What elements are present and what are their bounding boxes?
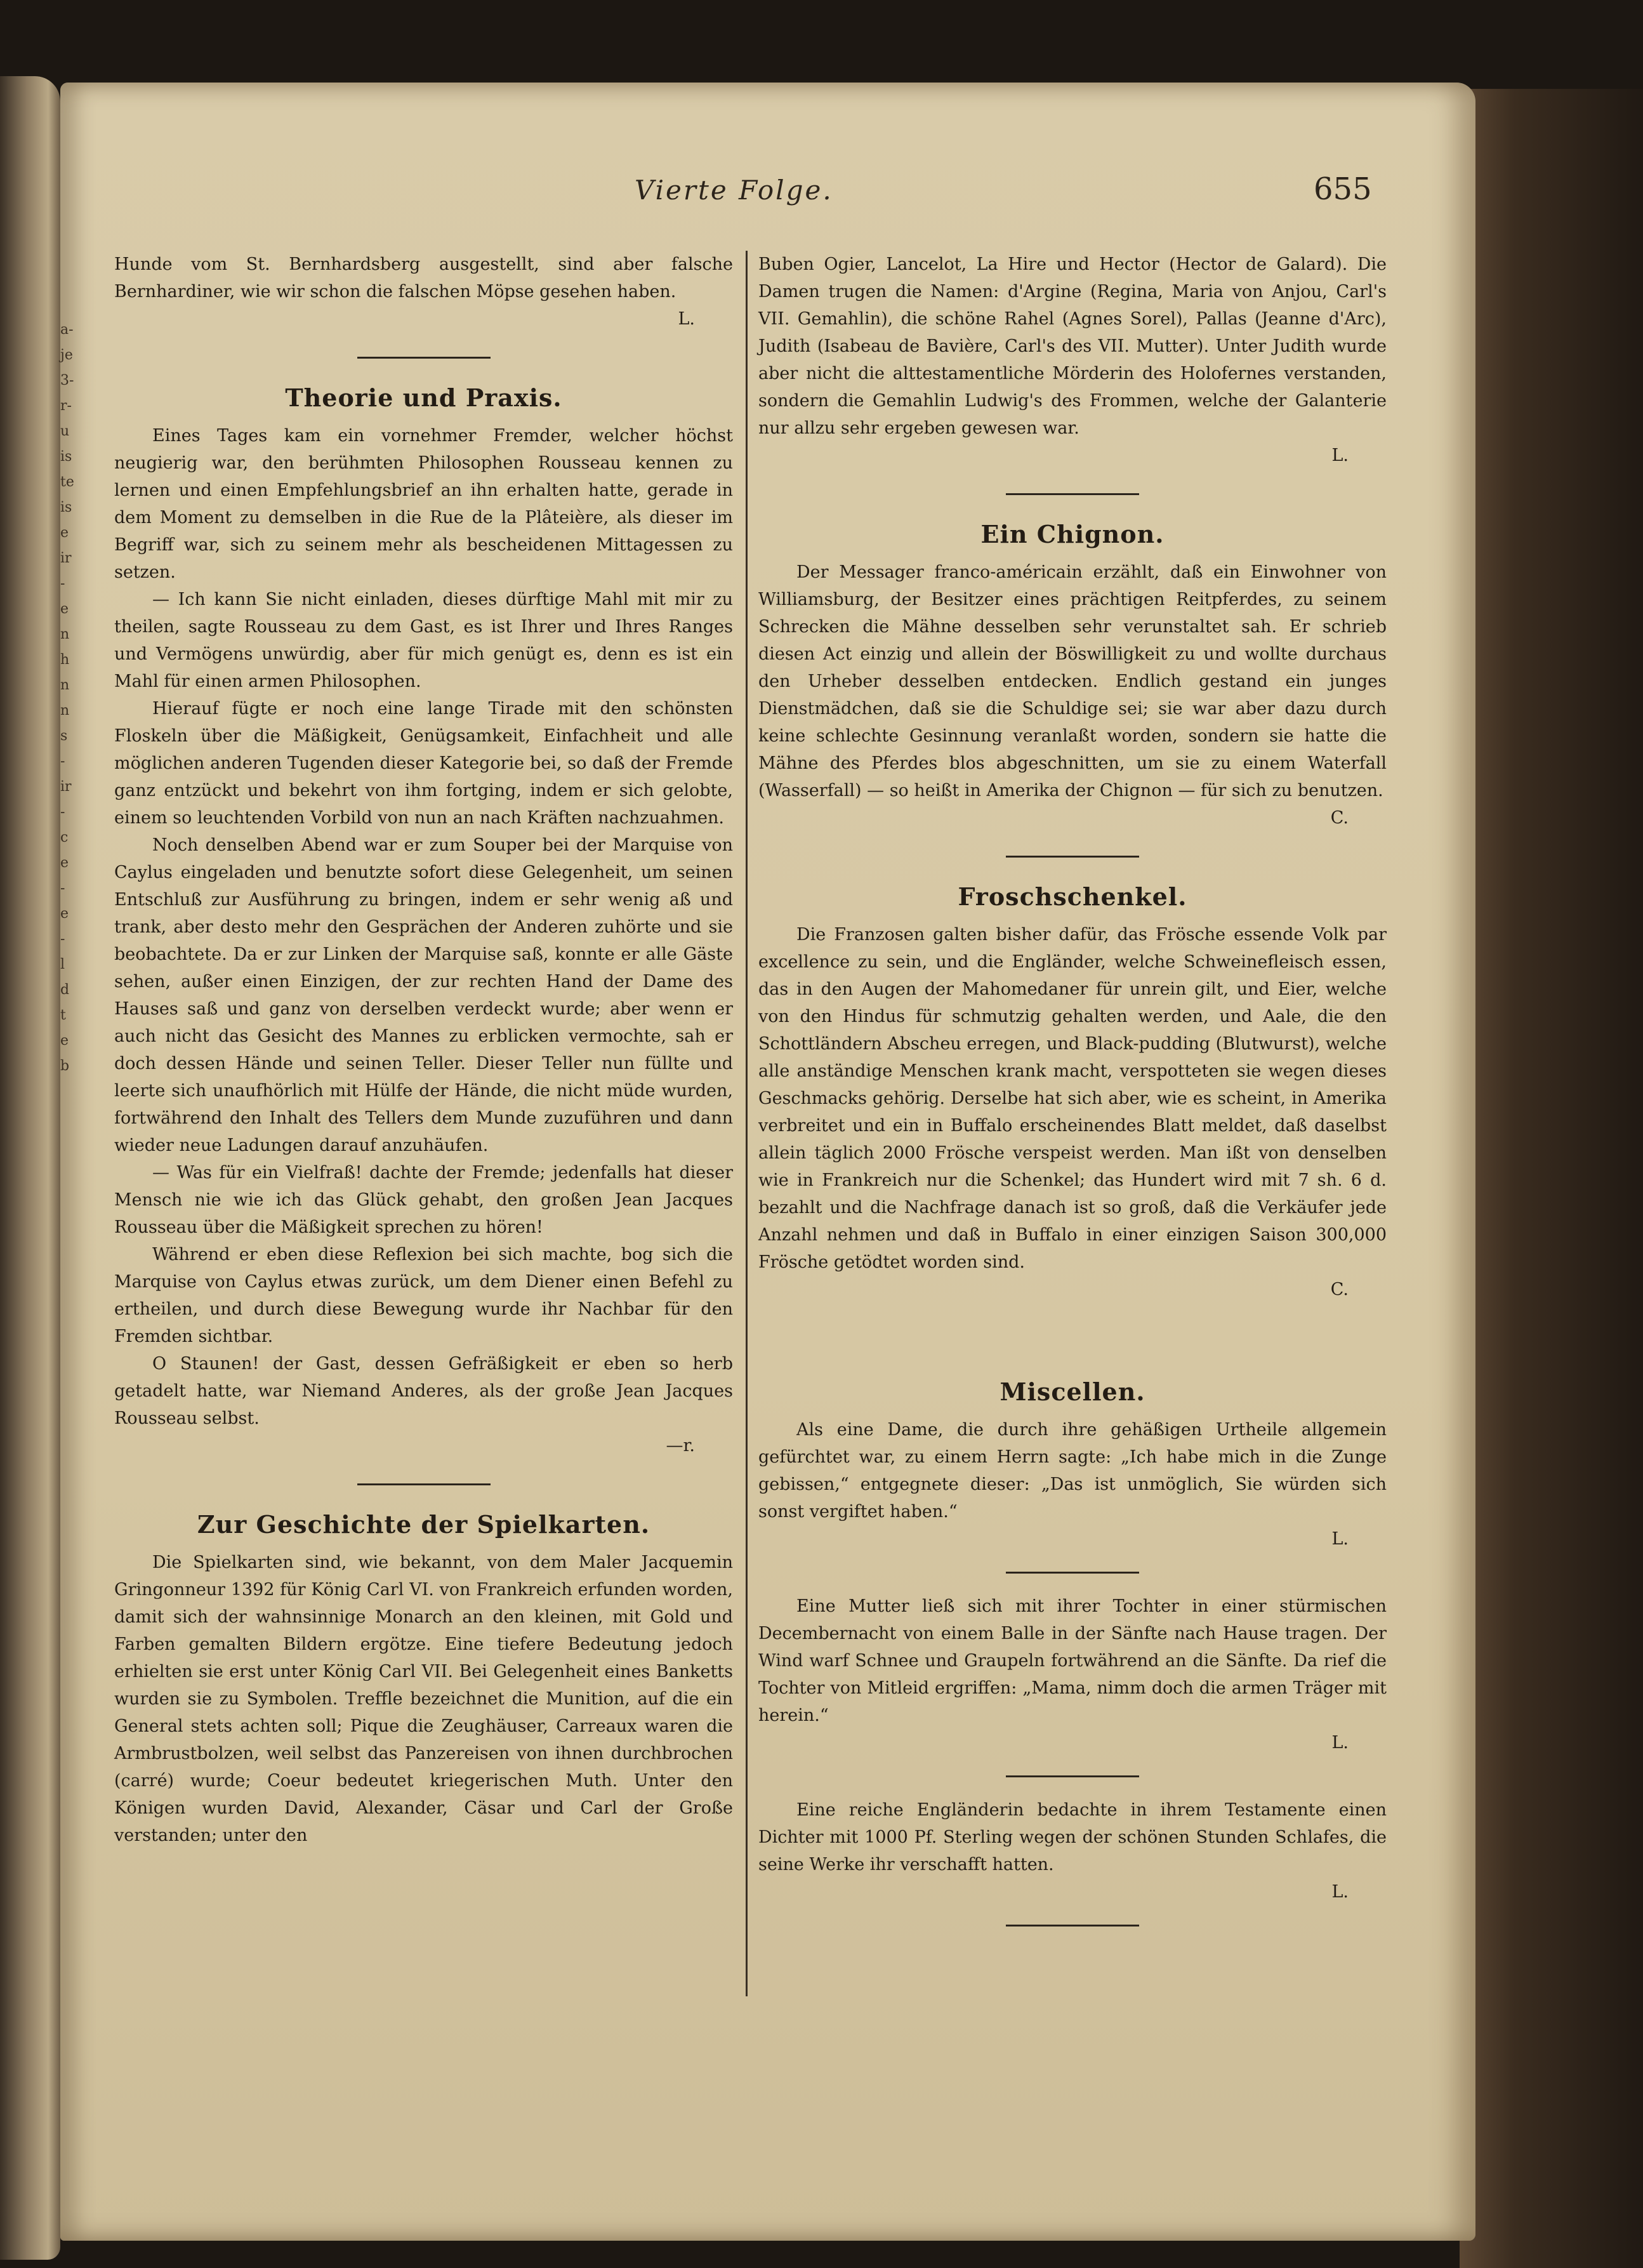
margin-fragment: ir <box>60 550 72 566</box>
chignon-text: Der Messager franco-américain erzählt, daß ein Einwohner von Williamsburg, der Besitzer eines prächtigen Reitpferdes, zu seinem Schrecken die Mähne desselben sehr verunstaltet sah. Er schrieb diesen Act einzig und allein der Böswilligkeit zu und wollte durchaus den Urheber desselben entdecken. Endlich gestand ein junges Dienstmädchen, daß sie die Schuldige sei; sie war aber dazu durch keine schlechte Gesinnung veranlaßt worden, sondern sie hatte die Mähne des Pferdes blos abgeschnitten, um sie zu einem Waterfall (Wasserfall) — so heißt in Amerika der Chignon — für sich zu benutzen. <box>758 562 1387 800</box>
margin-fragment: te <box>60 474 74 490</box>
miscellen-signature: L. <box>1331 1733 1349 1753</box>
miscellen-item: Eine reiche Engländerin bedachte in ihrem Testamente einen Dichter mit 1000 Pf. Sterling wegen der schönen Stunden Schlafes, die seine Werke ihr verschafft hatten. <box>758 1800 1387 1874</box>
margin-fragment: t <box>60 1007 66 1023</box>
margin-fragment: b <box>60 1058 70 1074</box>
margin-fragment: - <box>60 753 65 769</box>
left-column <box>114 251 733 1849</box>
margin-fragment: a- <box>60 322 74 338</box>
theorie-paragraph: Während er eben diese Reflexion bei sich machte, bog sich die Marquise von Caylus etwas zurück, um dem Diener einen Befehl zu ertheilen, und durch diese Bewegung wurde ihr Nachbar für den Fremden sichtbar. <box>114 1245 733 1346</box>
theorie-paragraph: Noch denselben Abend war er zum Souper bei der Marquise von Caylus eingeladen und benutzte sofort diese Gelegenheit, um seinen Entschluß zur Ausführung zu bringen, indem er sehr wenig aß und trank, aber desto mehr den Gesprächen der Anderen zuhörte und sie beobachtete. Da er zur Linken der Marquise saß, konnte er alle Gäste sehen, außer einen Einzigen, der zur rechten Hand der Dame des Hauses saß und ganz von derselben verdeckt wurde; aber wenn er auch nicht das Gesicht des Mannes zu erblicken vermochte, sah er doch dessen Hände und seinen Teller. Dieser Teller nun füllte und leerte sich unaufhörlich mit Hülfe der Hände, die nicht müde wurden, fortwährend den Inhalt des Tellers dem Munde zuzuführen und dann wieder neue Ladungen darauf anzuhäufen. <box>114 835 733 1155</box>
previous-page-margin <box>60 317 74 1079</box>
miscellen-item: Eine Mutter ließ sich mit ihrer Tochter in einer stürmischen Decembernacht von einem Balle in der Sänfte nach Hause tragen. Der Wind warf Schnee und Graupeln fortwährend an die Sänfte. Da rief die Tochter von Mitleid ergriffen: „Mama, nimm doch die armen Träger mit herein.“ <box>758 1596 1387 1725</box>
margin-fragment: - <box>60 804 65 820</box>
margin-fragment: - <box>60 576 65 592</box>
margin-fragment: - <box>60 880 65 896</box>
miscellen-signature: L. <box>1331 1529 1349 1549</box>
column-rule <box>746 251 748 1996</box>
margin-fragment: 3- <box>60 373 74 388</box>
margin-fragment: e <box>60 906 69 922</box>
miscellen-title: Miscellen. <box>1000 1377 1145 1406</box>
margin-fragment: ir <box>60 779 72 795</box>
margin-fragment: n <box>60 677 70 693</box>
margin-fragment: n <box>60 703 70 719</box>
margin-fragment: h <box>60 652 70 668</box>
margin-fragment: r- <box>60 398 72 414</box>
margin-fragment: je <box>60 347 73 363</box>
theorie-paragraph: O Staunen! der Gast, dessen Gefräßigkeit er eben so herb getadelt hatte, war Niemand Anderes, als der große Jean Jacques Rousseau selbst. <box>114 1354 733 1428</box>
margin-fragment: d <box>60 982 70 998</box>
theorie-paragraph: Hierauf fügte er noch eine lange Tirade mit den schönsten Floskeln über die Mäßigkeit, Genügsamkeit, Einfachheit und alle möglichen anderen Tugenden dieser Kategorie bei, so daß der Fremde ganz entzückt und bekehrt von ihm fortging, indem er sich gelobte, einem so leuchtenden Vorbild von nun an nach Kräften nachzuahmen. <box>114 699 733 828</box>
froschschenkel-signature: C. <box>1330 1280 1349 1299</box>
froschschenkel-text: Die Franzosen galten bisher dafür, das Frösche essende Volk par excellence zu sein, und die Engländer, welche Schweinefleisch essen, das in den Augen der Mahomedaner für unrein gilt, und Eier, welche von den Hindus für schmutzig gehalten werden, und Aale, die den Schottländern Abscheu erregen, und Black-pudding (Blutwurst), welche alle anständige Menschen krank macht, verspotteten sie wegen dieses Geschmacks gehörig. Derselbe hat sich aber, wie es scheint, in Amerika verbreitet und ein in Buffalo erscheinendes Blatt meldet, daß daselbst allein täglich 2000 Frösche verspeist werden. Man ißt von denselben wie in Frankreich nur die Schenkel; das Hundert wird mit 7 sh. 6 d. bezahlt und die Nachfrage danach ist so groß, daß die Verkäufer jede Anzahl nehmen und daß in Buffalo in einer einzigen Saison 300,000 Frösche getödtet worden sind. <box>758 925 1387 1272</box>
chignon-signature: C. <box>1330 808 1349 828</box>
chignon-title: Ein Chignon. <box>980 520 1165 548</box>
margin-fragment: c <box>60 830 69 846</box>
margin-fragment: is <box>60 500 72 515</box>
miscellen-item: Als eine Dame, die durch ihre gehäßigen Urtheile allgemein gefürchtet war, zu einem Herrn sagte: „Ich habe mich in die Zunge gebissen,“ entgegnete dieser: „Das ist unmöglich, Sie würden sich sonst vergiftet haben.“ <box>758 1420 1387 1522</box>
spielkarten-signature: L. <box>1331 446 1349 465</box>
theorie-paragraph: Eines Tages kam ein vornehmer Fremder, welcher höchst neugierig war, den berühmten Philosophen Rousseau kennen zu lernen und einen Empfehlungsbrief an ihn erhalten hatte, gerade in dem Moment zu demselben in die Rue de la Plâteière, als dieser im Begriff war, sich zu seinem mehr als bescheidenen Mittagessen zu setzen. <box>114 426 733 582</box>
section-divider <box>1006 1572 1139 1574</box>
right-column <box>758 251 1387 1946</box>
intro-signature: L. <box>678 309 695 329</box>
margin-fragment: n <box>60 627 70 642</box>
page-number: 655 <box>1314 171 1372 207</box>
margin-fragment: - <box>60 931 65 947</box>
spielkarten-title: Zur Geschichte der Spielkarten. <box>197 1510 650 1539</box>
section-divider <box>357 1483 491 1485</box>
margin-fragment: l <box>60 957 65 972</box>
margin-fragment: is <box>60 449 72 465</box>
theorie-title: Theorie und Praxis. <box>285 383 562 412</box>
section-divider <box>357 357 491 359</box>
margin-fragment: e <box>60 1033 69 1049</box>
margin-fragment: e <box>60 601 69 617</box>
spielkarten-continued: Buben Ogier, Lancelot, La Hire und Hector (Hector de Galard). Die Damen trugen die Namen: d'Argine (Regina, Maria von Anjou, Carl's VII. Gemahlin), die schöne Rahel (Agnes Sorel), Pallas (Jeanne d'Arc), Judith (Isabeau de Bavière, Carl's des VII. Mutter). Unter Judith wurde aber nicht die alttestamentliche Mörderin des Holofernes verstanden, sondern die Gemahlin Ludwig's des Frommen, welche der Galanterie nur allzu sehr ergeben gewesen war. <box>758 255 1387 438</box>
section-divider <box>1006 1775 1139 1777</box>
miscellen-signature: L. <box>1331 1882 1349 1902</box>
book-left-page-edge <box>0 76 60 2260</box>
theorie-signature: —r. <box>666 1436 695 1456</box>
theorie-paragraph: — Was für ein Vielfraß! dachte der Fremde; jedenfalls hat dieser Mensch nie wie ich das Glück gehabt, den großen Jean Jacques Rousseau über die Mäßigkeit sprechen zu hören! <box>114 1163 733 1237</box>
running-head: Vierte Folge. <box>635 175 833 206</box>
margin-fragment: u <box>60 423 70 439</box>
spielkarten-text: Die Spielkarten sind, wie bekannt, von dem Maler Jacquemin Gringonneur 1392 für König Carl VI. von Frankreich erfunden worden, damit sich der wahnsinnige Monarch an den kleinen, mit Gold und Farben gemalten Bildern ergötze. Eine tiefere Bedeutung jedoch erhielten sie erst unter König Carl VII. Bei Gelegenheit eines Banketts wurden sie zu Symbolen. Treffle bezeichnet die Munition, auf die ein General stets achten soll; Pique die Zeughäuser, Carreaux waren die Armbrustbolzen, weil selbst das Panzereisen von ihnen durchbrochen (carré) wurde; Coeur bedeutet kriegerischen Muth. Unter den Königen wurden David, Alexander, Cäsar und Carl der Große verstanden; unter den <box>114 1553 733 1845</box>
margin-fragment: e <box>60 525 69 541</box>
margin-fragment: e <box>60 855 69 871</box>
theorie-paragraph: — Ich kann Sie nicht einladen, dieses dürftige Mahl mit mir zu theilen, sagte Rousseau zu dem Gast, es ist Ihrer und Ihres Ranges und Vermögens unwürdig, aber für mich genügt es, denn es ist ein Mahl für einen armen Philosophen. <box>114 590 733 691</box>
book-cover-edge <box>1460 89 1643 2268</box>
section-divider <box>1006 856 1139 858</box>
section-divider <box>1006 1925 1139 1926</box>
margin-fragment: s <box>60 728 68 744</box>
intro-text: Hunde vom St. Bernhardsberg ausgestellt, sind aber falsche Bernhardiner, wie wir schon die falschen Möpse gesehen haben. <box>114 255 733 302</box>
froschschenkel-title: Froschschenkel. <box>958 882 1187 911</box>
section-divider <box>1006 493 1139 495</box>
